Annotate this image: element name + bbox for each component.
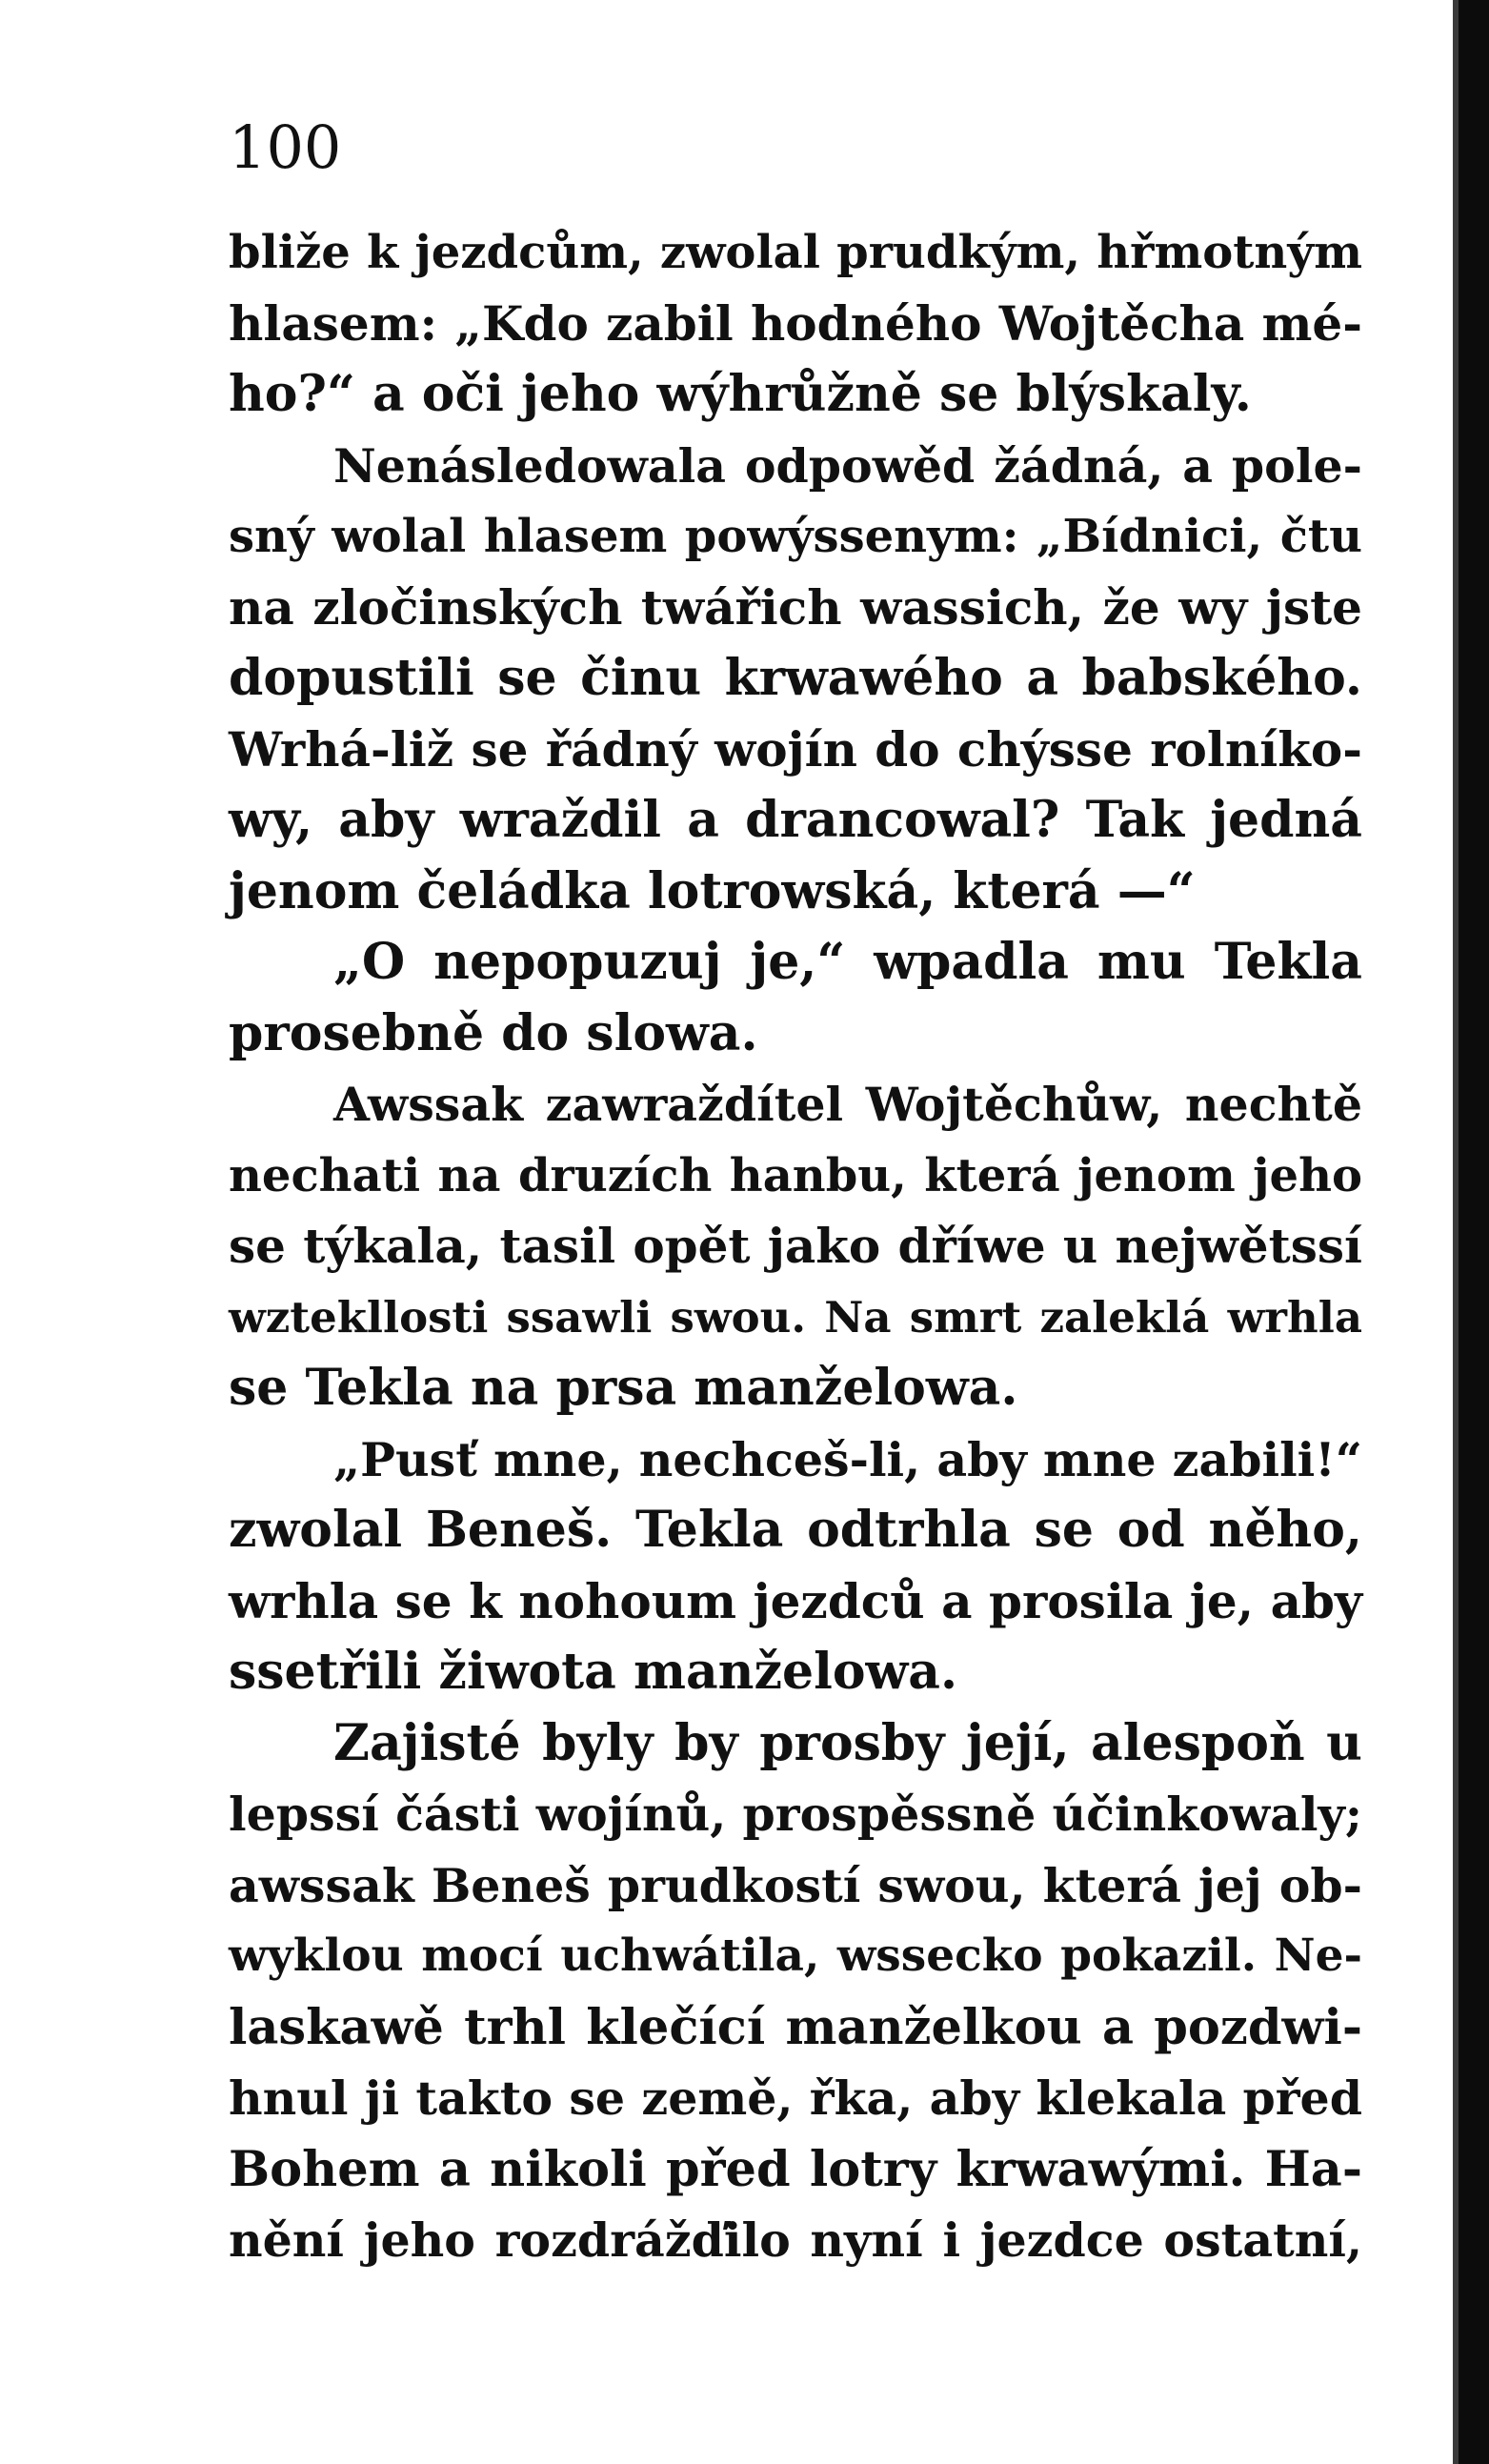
page-number: 100 bbox=[229, 112, 342, 182]
text-line: se Tekla na prsa manželowa. bbox=[229, 1359, 1018, 1417]
text-line: na zločinských twářich wassich, že wy jste bbox=[229, 578, 1362, 636]
text-line: Awssak zawraždítel Wojtěchůw, nechtě bbox=[333, 1077, 1362, 1132]
text-line: prosebně do slowa. bbox=[229, 1003, 758, 1062]
text-line: ho?“ a oči jeho wýhrůžně se blýskaly. bbox=[229, 365, 1252, 423]
page-edge-shadow bbox=[1453, 0, 1459, 2464]
text-line: „Pusť mne, nechceš-li, aby mne zabili!“ bbox=[333, 1431, 1362, 1487]
text-line: awssak Beneš prudkostí swou, která jej ob- bbox=[229, 1857, 1362, 1913]
text-line: bliže k jezdcům, zwolal prudkým, hřmotným bbox=[229, 226, 1362, 279]
text-line: nechati na druzích hanbu, která jenom jeho bbox=[229, 1148, 1362, 1202]
text-line: „O nepopuzuj je,“ wpadla mu Tekla bbox=[333, 933, 1362, 991]
text-line: wrhla se k nohoum jezdců a prosila je, aby bbox=[229, 1572, 1362, 1629]
text-line: nění jeho rozdrážďilo nyní i jezdce ostatní, bbox=[229, 2212, 1362, 2268]
text-line: laskawě trhl klečící manželkou a pozdwi- bbox=[229, 1998, 1362, 2056]
text-line: wy, aby wraždil a drancowal? Tak jedná bbox=[229, 791, 1362, 849]
text-line: wztekllosti ssawli swou. Na smrt zaleklá wrhla bbox=[229, 1291, 1362, 1343]
text-line: se týkala, tasil opět jako dříwe u nejwětssí bbox=[229, 1218, 1362, 1274]
text-line: Nenásledowala odpowěd žádná, a pole- bbox=[333, 437, 1362, 494]
text-line: wyklou mocí uchwátila, wssecko pokazil. Ne- bbox=[229, 1929, 1362, 1982]
text-line: hnul ji takto se země, řka, aby klekala před bbox=[229, 2070, 1362, 2126]
text-line: Zajisté byly by prosby její, alespoň u bbox=[333, 1713, 1362, 1772]
text-line: Wrhá-liž se řádný wojín do chýsse rolníko- bbox=[229, 720, 1362, 778]
text-line: sný wolal hlasem powýssenym: „Bídnici, čtu bbox=[229, 510, 1362, 563]
text-line: lepssí části wojínů, prospěssně účinkowaly; bbox=[229, 1787, 1362, 1842]
text-line: zwolal Beneš. Tekla odtrhla se od něho, bbox=[229, 1501, 1362, 1559]
text-line: jenom čeládka lotrowská, která —“ bbox=[229, 861, 1196, 920]
text-line: ssetřili žiwota manželowa. bbox=[229, 1643, 958, 1701]
text-line: dopustili se činu krwawého a babského. bbox=[229, 649, 1362, 707]
text-line: hlasem: „Kdo zabil hodného Wojtěcha mé- bbox=[229, 294, 1362, 352]
body-text bbox=[229, 217, 1362, 2276]
text-line: Bohem a nikoli před lotry krwawými. Ha- bbox=[229, 2140, 1362, 2198]
